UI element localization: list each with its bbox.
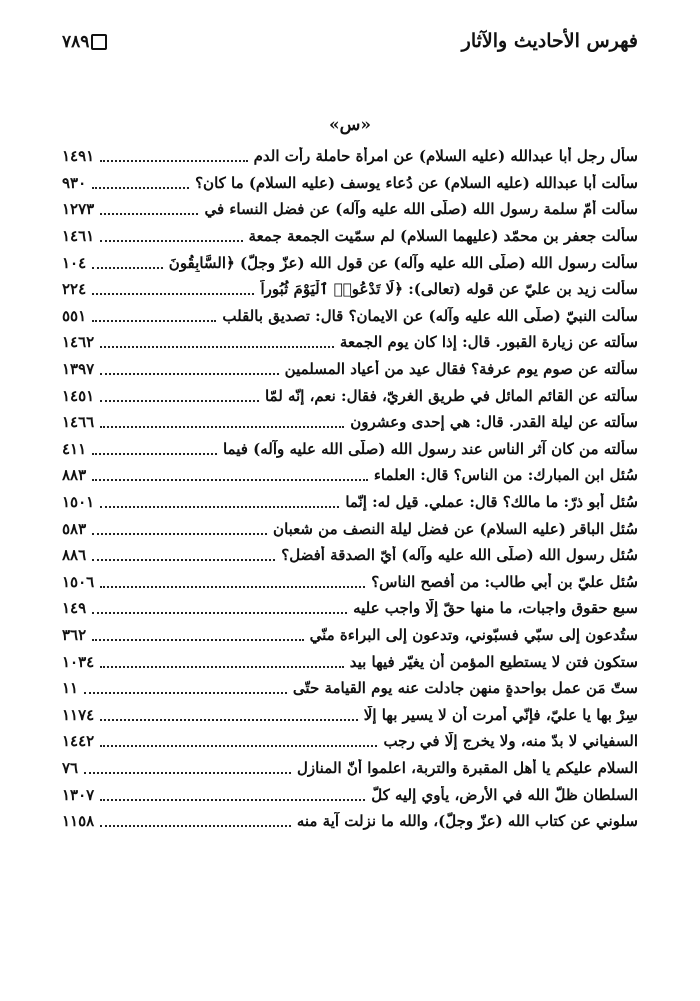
- index-entry: [62, 489, 638, 516]
- entry-text: سألت أُمّ سلمة رسول الله (صلّى الله عليه وآله) عن فضل النساء في: [204, 200, 638, 219]
- entry-page-number: ١٥٠١: [62, 493, 95, 512]
- index-entry: [62, 249, 638, 276]
- dot-leader: [100, 719, 358, 721]
- dot-leader: [84, 692, 287, 694]
- dot-leader: [100, 745, 377, 747]
- entry-text: السلطان ظلّ الله في الأرض، يأوي إليه كلّ: [371, 785, 638, 804]
- entry-page-number: ١٤٦١: [62, 227, 95, 246]
- entry-page-number: ١٣٠٧: [62, 785, 95, 804]
- dot-leader: [100, 213, 198, 215]
- entry-page-number: ١١٧٤: [62, 705, 95, 724]
- entry-page-number: ١٢٧٣: [62, 200, 95, 219]
- entry-text: سُئل الباقر (عليه السلام) عن فضل ليلة النصف من شعبان: [273, 519, 638, 538]
- index-entry: [62, 170, 638, 197]
- index-entry: [62, 595, 638, 622]
- dot-leader: [92, 453, 217, 455]
- square-ornament-icon: [91, 34, 107, 50]
- entry-text: السفياني لا بدّ منه، ولا يخرج إلّا في رجب: [383, 732, 638, 751]
- index-list: [62, 143, 638, 834]
- entry-text: سألت أبا عبدالله (عليه السلام) عن دُعاء يوسف (عليه السلام) ما كان؟: [195, 173, 638, 192]
- entry-page-number: ١٥٠٦: [62, 572, 95, 591]
- dot-leader: [100, 799, 365, 801]
- index-entry: [62, 755, 638, 782]
- dot-leader: [100, 825, 291, 827]
- dot-leader: [92, 533, 267, 535]
- entry-page-number: ٨٨٦: [62, 546, 87, 565]
- index-entry: [62, 382, 638, 409]
- index-entry: [62, 303, 638, 330]
- entry-page-number: ٩٣٠: [62, 173, 87, 192]
- dot-leader: [100, 240, 242, 242]
- dot-leader: [100, 666, 344, 668]
- index-entry: [62, 276, 638, 303]
- entry-page-number: ١٤٦٦: [62, 413, 95, 432]
- dot-leader: [92, 320, 216, 322]
- dot-leader: [92, 612, 347, 614]
- entry-text: سُئل عليّ بن أبي طالب: من أفصح الناس؟: [371, 572, 638, 591]
- index-entry: [62, 648, 638, 675]
- dot-leader: [92, 267, 163, 269]
- entry-text: سِرْ بها يا عليّ، فإنّي أُمرت أن لا يسير بها إلّا: [363, 705, 638, 724]
- entry-text: سألته عن القائم المائل في طريق الغريّ، فقال: نعم، إنّه لمّا: [264, 386, 638, 405]
- dot-leader: [92, 293, 254, 295]
- entry-text: سألت النبيّ (صلّى الله عليه وآله) عن الايمان؟ قال: تصديق بالقلب: [222, 306, 638, 325]
- index-entry: [62, 701, 638, 728]
- index-entry: [62, 462, 638, 489]
- dot-leader: [92, 187, 189, 189]
- index-entry: [62, 196, 638, 223]
- entry-page-number: ٣٦٢: [62, 625, 87, 644]
- section-letter: «س»: [328, 115, 371, 135]
- entry-text: سألت زيد بن عليّ عن قوله (تعالى): ﴿لَا تَدْعُوا۟ ٱلْيَوْمَ ثُبُوراً: [260, 280, 638, 299]
- dot-leader: [100, 346, 334, 348]
- index-entry: [62, 223, 638, 250]
- dot-leader: [100, 506, 339, 508]
- page-number-block: [62, 32, 107, 52]
- entry-text: السلام عليكم يا أهل المقبرة والتربة، اعلموا أنّ المنازل: [296, 758, 638, 777]
- running-header: [62, 30, 638, 60]
- entry-text: سألت رسول الله (صلّى الله عليه وآله) عن قول الله (عزّ وجلّ) ﴿السَّابِقُونَ: [168, 253, 638, 272]
- index-entry: [62, 622, 638, 649]
- entry-page-number: ١٤٦٢: [62, 333, 95, 352]
- entry-page-number: ٢٢٤: [62, 280, 87, 299]
- entry-page-number: ١٤٥١: [62, 386, 95, 405]
- entry-page-number: ١١٥٨: [62, 812, 95, 831]
- entry-text: سألته عن صوم يوم عرفة؟ فقال عيد من أعياد المسلمين: [284, 360, 638, 379]
- dot-leader: [84, 772, 291, 774]
- entry-page-number: ١١: [62, 679, 79, 698]
- entry-text: ستكون فتن لا يستطيع المؤمن أن يغيّر فيها بيد: [349, 652, 638, 671]
- entry-page-number: ٥٥١: [62, 306, 87, 325]
- entry-text: ستُدعون إلى سبّي فسبّوني، وتدعون إلى البراءة منّي: [309, 625, 638, 644]
- index-entry: [62, 781, 638, 808]
- entry-text: سألته من كان آثر الناس عند رسول الله (صلّى الله عليه وآله) فيما: [222, 439, 638, 458]
- entry-page-number: ٤١١: [62, 439, 87, 458]
- entry-text: سُئل رسول الله (صلّى الله عليه وآله) أيّ الصدقة أفضل؟: [281, 546, 638, 565]
- dot-leader: [100, 160, 247, 162]
- dot-leader: [92, 479, 368, 481]
- entry-page-number: ٥٨٣: [62, 519, 87, 538]
- entry-text: سأل رجل أبا عبدالله (عليه السلام) عن امرأة حاملة رأت الدم: [253, 147, 638, 166]
- index-entry: [62, 329, 638, 356]
- entry-page-number: ١٤٩: [62, 599, 87, 618]
- index-entry: [62, 728, 638, 755]
- dot-leader: [92, 559, 275, 561]
- entry-text: سبع حقوق واجبات، ما منها حقّ إلّا واجب عليه: [353, 599, 638, 618]
- entry-text: سألت جعفر بن محمّد (عليهما السلام) لم سمّيت الجمعة جمعة: [248, 227, 638, 246]
- index-entry: [62, 143, 638, 170]
- entry-page-number: ٨٨٣: [62, 466, 87, 485]
- entry-text: سُئل ابن المبارك: من الناس؟ قال: العلماء: [373, 466, 638, 485]
- entry-text: سألته عن ليلة القدر. قال: هي إحدى وعشرون: [350, 413, 638, 432]
- entry-page-number: ١٤٩١: [62, 147, 95, 166]
- entry-page-number: ١٣٩٧: [62, 360, 95, 379]
- entry-page-number: ٧٦: [62, 758, 79, 777]
- entry-text: سلوني عن كتاب الله (عزّ وجلّ)، والله ما نزلت آية منه: [296, 812, 638, 831]
- index-entry: [62, 542, 638, 569]
- dot-leader: [92, 639, 303, 641]
- dot-leader: [100, 373, 278, 375]
- entry-page-number: ١٠٤: [62, 253, 87, 272]
- dot-leader: [100, 586, 365, 588]
- index-entry: [62, 569, 638, 596]
- dot-leader: [100, 426, 344, 428]
- index-entry: [62, 409, 638, 436]
- entry-page-number: ١٤٤٢: [62, 732, 95, 751]
- entry-text: ستّ مَن عمل بواحدةٍ منهن جادلت عنه يوم القيامة حتّى: [292, 679, 638, 698]
- index-entry: [62, 808, 638, 835]
- index-entry: [62, 436, 638, 463]
- index-entry: [62, 515, 638, 542]
- entry-text: سُئل أبو ذرّ: ما مالك؟ قال: عملي. قيل له: إنّما: [345, 493, 638, 512]
- header-title: فهرس الأحاديث والآثار: [461, 30, 638, 52]
- page-number: ٧٨٩: [62, 32, 90, 52]
- entry-page-number: ١٠٣٤: [62, 652, 95, 671]
- index-entry: [62, 356, 638, 383]
- index-entry: [62, 675, 638, 702]
- dot-leader: [100, 400, 259, 402]
- entry-text: سألته عن زيارة القبور. قال: إذا كان يوم الجمعة: [339, 333, 638, 352]
